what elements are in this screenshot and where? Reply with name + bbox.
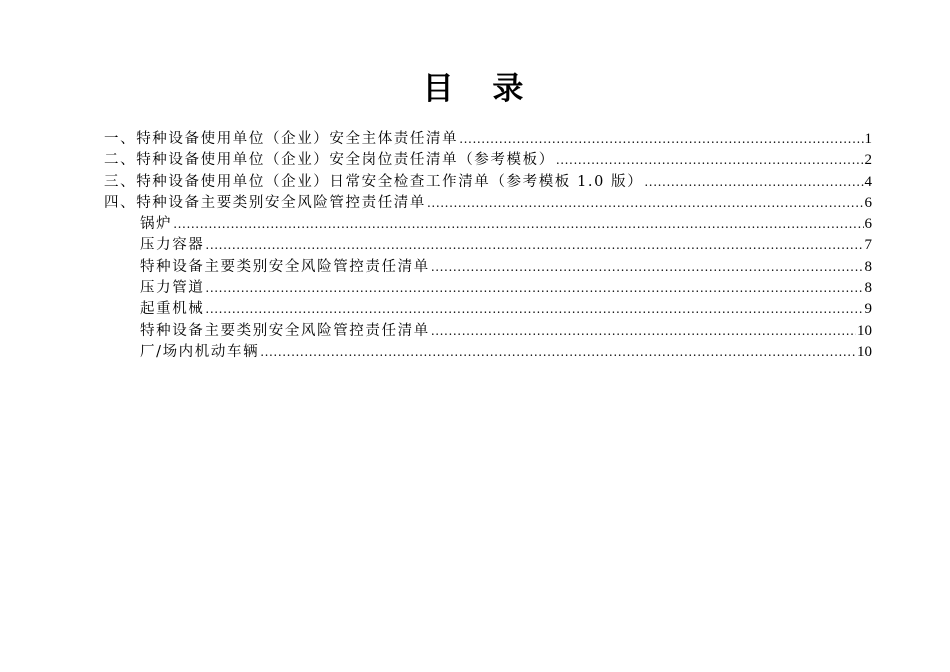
toc-page-number: 1: [864, 131, 872, 147]
toc-entry-5[interactable]: [104, 214, 872, 235]
toc-entry-6[interactable]: [104, 235, 872, 256]
toc-entry-3[interactable]: [104, 172, 872, 193]
toc-entry-text: 二、特种设备使用单位（企业）安全岗位责任清单（参考模板）: [104, 152, 555, 169]
toc-page-number: 6: [864, 216, 872, 233]
toc-page-number: 6: [864, 194, 872, 211]
toc-entry-text: 压力管道: [140, 280, 205, 297]
toc-entry-10[interactable]: [104, 321, 872, 342]
dot-leader: [556, 150, 864, 171]
toc-page-number: 8: [864, 280, 872, 297]
toc-entry-text: 特种设备主要类别安全风险管控责任清单: [140, 322, 430, 339]
toc-entry-text: 厂/场内机动车辆: [140, 343, 260, 360]
toc-entry-7[interactable]: [104, 257, 872, 278]
table-of-contents: [104, 129, 872, 363]
toc-entry-text: 起重机械: [140, 301, 205, 318]
dot-leader: [431, 321, 856, 342]
dot-leader: [431, 257, 864, 278]
dot-leader: [427, 193, 864, 214]
toc-title: 目 录: [422, 71, 538, 107]
dot-leader: [173, 214, 863, 235]
toc-page-number: 9: [864, 301, 872, 318]
toc-entry-11[interactable]: [104, 342, 872, 363]
toc-entry-text: 特种设备主要类别安全风险管控责任清单: [140, 258, 430, 275]
toc-page-number: 8: [864, 258, 872, 275]
toc-entry-4[interactable]: [104, 193, 872, 214]
dot-leader: [205, 278, 863, 299]
toc-entry-2[interactable]: [104, 150, 872, 171]
dot-leader: [205, 299, 863, 320]
toc-page-number: 2: [864, 152, 872, 169]
toc-entry-1[interactable]: [104, 129, 872, 150]
dot-leader: [260, 342, 856, 363]
toc-entry-text: 锅炉: [140, 216, 173, 233]
toc-page-number: 7: [864, 237, 872, 254]
toc-entry-text: 三、特种设备使用单位（企业）日常安全检查工作清单（参考模板 1.0 版）: [104, 173, 644, 190]
toc-page-number: 10: [857, 343, 872, 360]
toc-entry-text: 压力容器: [140, 237, 205, 254]
dot-leader: [459, 129, 863, 150]
toc-entry-text: 四、特种设备主要类别安全风险管控责任清单: [104, 194, 426, 211]
toc-entry-8[interactable]: [104, 278, 872, 299]
toc-entry-text: 一、特种设备使用单位（企业）安全主体责任清单: [104, 131, 459, 147]
dot-leader: [205, 235, 863, 256]
dot-leader: [644, 172, 863, 193]
toc-page-number: 10: [857, 322, 872, 339]
toc-page-number: 4: [864, 173, 872, 190]
toc-entry-9[interactable]: [104, 299, 872, 320]
